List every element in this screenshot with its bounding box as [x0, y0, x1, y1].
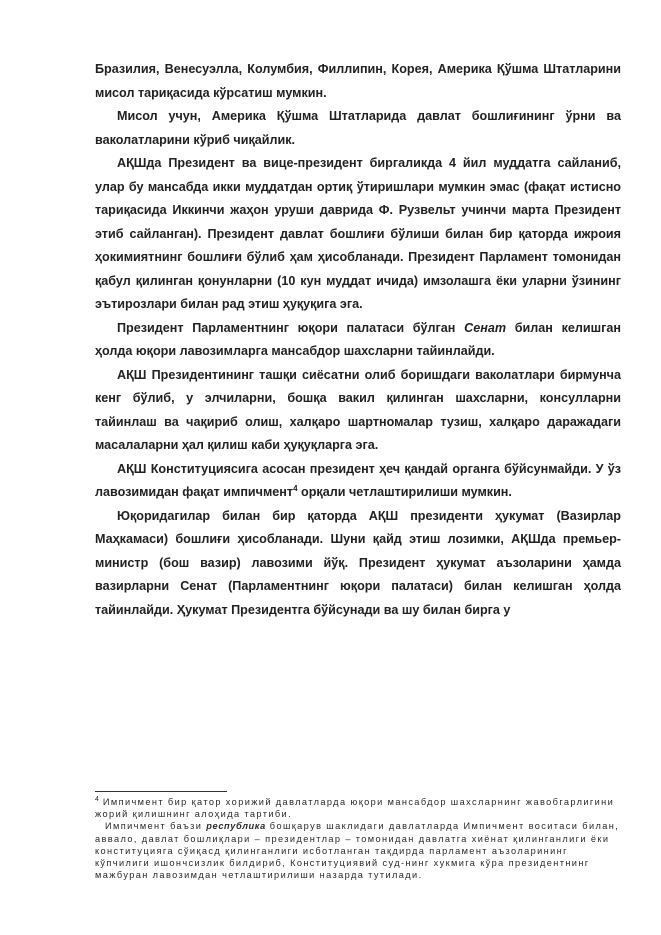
- paragraph-senate-text-before: Президент Парламентнинг юқори палатаси бўлган: [117, 320, 465, 335]
- footnote-4-continuation: [95, 820, 621, 881]
- footnote-number: 4: [95, 795, 99, 803]
- paragraph-constitution-impeachment: [95, 458, 621, 505]
- footnote-continuation-before: Импичмент баъзи: [105, 821, 207, 832]
- footnote-4-text: Импичмент бир қатор хорижий давлатларда юқори мансабдор шахсларнинг жавобгарлигини жорий қилишнинг алоҳида тартиби.: [95, 797, 615, 820]
- paragraph-country-list: Бразилия, Венесуэлла, Колумбия, Филлипин, Корея, Америка Қўшма Штатларини мисол тариқасида кўрсатиш мумкин.: [95, 62, 621, 100]
- footnote-divider: [95, 791, 227, 792]
- footnote-continuation-after: бошқарув шаклидаги давлатларда Импичмент воситаси билан, аввало, давлат бошлиқлари – президентлар – томонидан давлатга хиёнат қилинганлиги ёки конституцияга сўиқасд қилинганлиги исботланган тақдирда парламент аъзоларининг кўпчилиги ишончсизлик билдириб, Конституциявий суд-нинг хукмига кўра президентнинг мажбуран лавозимдан четлаштирилиши назарда тутилади.: [95, 821, 620, 881]
- paragraph-government-head: Юқоридагилар билан бир қаторда АҚШ президенти ҳукумат (Вазирлар Маҳкамаси) бошлиғи ҳисобланади. Шуни қайд этиш лозимки, АҚШда премьер-министр (бош вазир) лавозими йўқ. Президент ҳукумат аъзоларини ҳамда вазирларни Сенат (Парламентнинг юқори палатаси) билан келишган ҳолда тайинлайди. Ҳукумат Президентга бўйсунади ва шу билан бирга у: [95, 508, 621, 617]
- paragraph-impeachment-text-before: АҚШ Конституциясига асосан президент ҳеч қандай органга бўйсунмайди. У ўз лавозимидан фақат импичмент: [95, 461, 621, 499]
- paragraph-senate-text-after: билан келишган ҳолда юқори лавозимларга мансабдор шахсларни тайинлайди.: [95, 320, 621, 358]
- paragraph-senate-appointments: [95, 317, 621, 364]
- senate-italic-term: Сенат: [464, 320, 507, 335]
- paragraph-foreign-policy: АҚШ Президентининг ташқи сиёсатни олиб боришдаги ваколатлари бирмунча кенг бўлиб, у элчиларни, бошқа вакил қилинган шахсларни, консулларни тайинлаш ва чақириб олиш, халқаро шартномалар тузиш, халқаро даражадаги масалаларни ҳал қилиш каби ҳуқуқларга эга.: [95, 367, 621, 452]
- paragraph-president-election: АҚШда Президент ва вице-президент биргаликда 4 йил муддатга сайланиб, улар бу мансабда икки муддатдан ортиқ ўтиришлари мумкин эмас (фақат истисно тариқасида Иккинчи жаҳон уруши даврида Ф. Рузвельт учинчи марта Президент этиб сайланган). Президент давлат бошлиғи бўлиши билан бир қаторда ижроия ҳокимиятнинг бошлиғи бўлиб ҳам ҳисобланади. Президент Парламент томонидан қабул қилинган қонунларни (10 кун муддат ичида) имзолашга ёки уларни ўзининг эътирозлари билан рад этиш ҳуқуқига эга.: [95, 156, 621, 311]
- paragraph-impeachment-text-after: орқали четлаштирилиши мумкин.: [297, 485, 512, 499]
- footnote-reference-4[interactable]: 4: [293, 483, 298, 493]
- republic-italic-term: республика: [206, 821, 266, 832]
- document-body: [95, 58, 621, 622]
- footnote-4: [95, 796, 621, 820]
- footnotes-section: [95, 796, 621, 881]
- paragraph-example-intro: Мисол учун, Америка Қўшма Штатларида давлат бошлиғининг ўрни ва ваколатларини кўриб чиқайлик.: [95, 109, 621, 147]
